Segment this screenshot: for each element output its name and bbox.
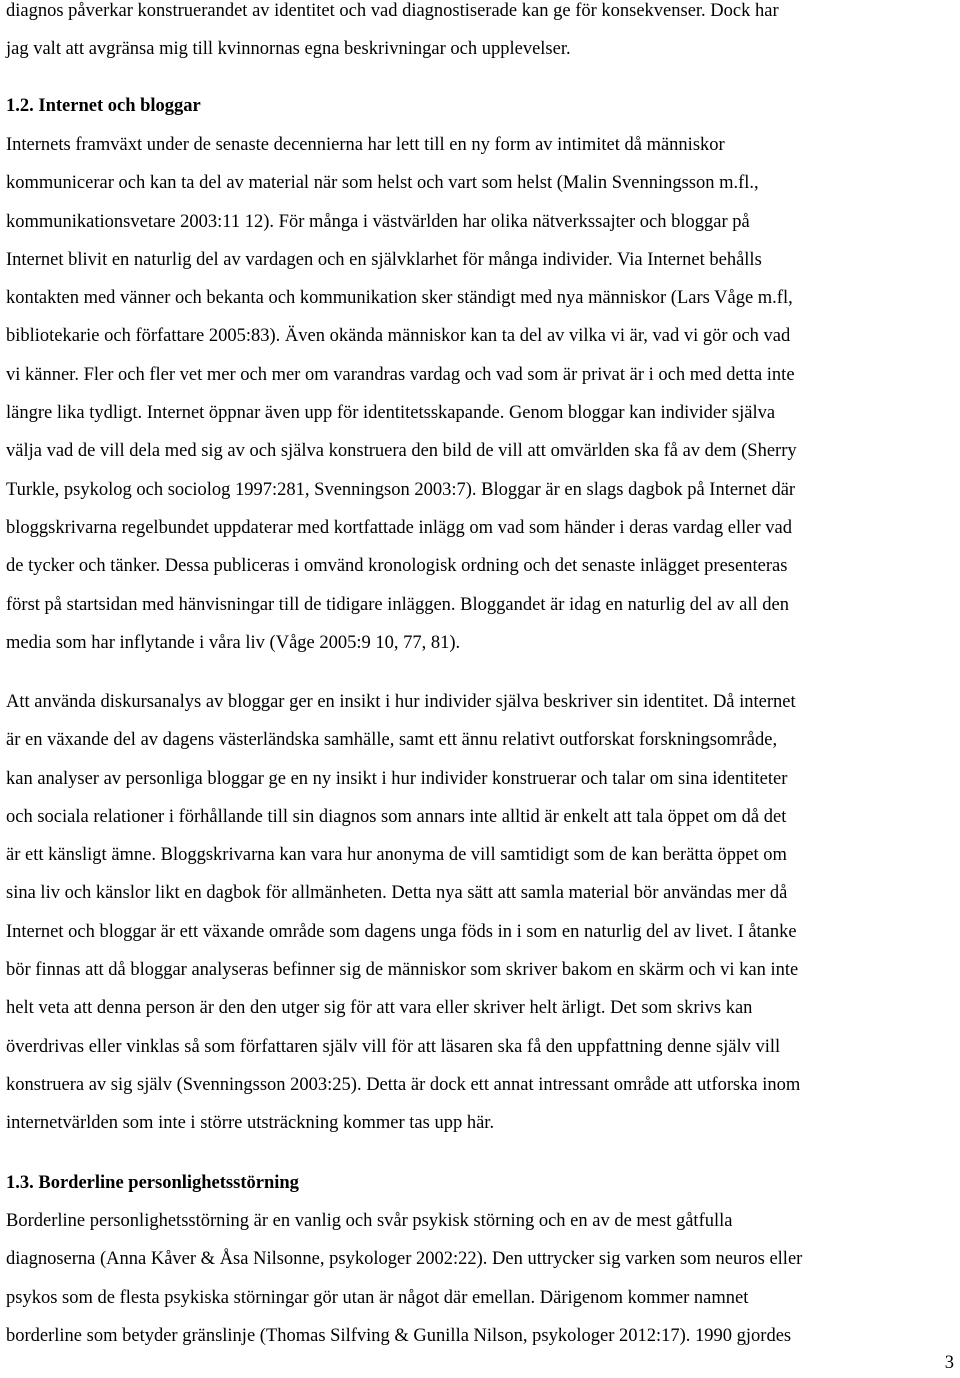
text-line: kan analyser av personliga bloggar ge en ny insikt i hur individer konstruerar och talar om sina identiteter	[6, 768, 788, 789]
continued-paragraph	[6, 0, 956, 69]
text-line: jag valt att avgränsa mig till kvinnornas egna beskrivningar och upplevelser.	[6, 39, 571, 60]
paragraph-borderline	[6, 1202, 956, 1355]
text-line: psykos som de flesta psykiska störningar gör utan är något där emellan. Därigenom kommer namnet	[6, 1287, 749, 1308]
text-line: sina liv och känslor likt en dagbok för allmänheten. Detta nya sätt att samla material bör användas mer då	[6, 883, 788, 904]
text-line: överdrivas eller vinklas så som författaren själv vill för att läsaren ska få den uppfattning denne själv vill	[6, 1036, 781, 1057]
text-line: är ett känsligt ämne. Bloggskrivarna kan vara hur anonyma de vill samtidigt som de kan berätta öppet om	[6, 845, 787, 866]
paragraph-internet-bloggar	[6, 126, 956, 662]
text-line: borderline som betyder gränslinje (Thomas Silfving & Gunilla Nilson, psykologer 2012:17). 1990 gjordes	[6, 1325, 792, 1346]
text-line: Att använda diskursanalys av bloggar ger en insikt i hur individer själva beskriver sin identitet. Då internet	[6, 692, 796, 712]
section-heading-1-2: 1.2. Internet och bloggar	[6, 96, 201, 116]
text-line: Borderline personlighetsstörning är en vanlig och svår psykisk störning och en av de mest gåtfulla	[6, 1211, 733, 1231]
text-line: bibliotekarie och författare 2005:83). Även okända människor kan ta del av vilka vi är, vad vi gör och vad	[6, 326, 791, 347]
text-line: internetvärlden som inte i större utsträckning kommer tas upp här.	[6, 1113, 495, 1134]
text-line: media som har inflytande i våra liv (Våge 2005:9 10, 77, 81).	[6, 632, 461, 653]
section-heading-1-3: 1.3. Borderline personlighetsstörning	[6, 1173, 299, 1193]
text-line: kommunicerar och kan ta del av material när som helst och vart som helst (Malin Svenningsson m.fl.,	[6, 173, 759, 194]
text-line: Internets framväxt under de senaste decennierna har lett till en ny form av intimitet då människor	[6, 135, 725, 155]
text-line: kontakten med vänner och bekanta och kommunikation sker ständigt med nya människor (Lars Våge m.fl,	[6, 288, 793, 309]
paragraph-diskursanalys	[6, 683, 956, 1143]
text-line: Internet och bloggar är ett växande område som dagens unga föds in i som en naturlig del av livet. I åtanke	[6, 921, 797, 942]
text-line: välja vad de vill dela med sig av och själva konstruera den bild de vill att omvärlden ska få av dem (Sherry	[6, 441, 797, 462]
text-line: diagnos påverkar konstruerandet av identitet och vad diagnostiserade kan ge för konsekvenser. Dock har	[6, 1, 779, 21]
text-line: diagnoserna (Anna Kåver & Åsa Nilsonne, psykologer 2002:22). Den uttrycker sig varken som neuros eller	[6, 1249, 803, 1270]
text-line: de tycker och tänker. Dessa publiceras i omvänd kronologisk ordning och det senaste inlägget presenteras	[6, 556, 788, 577]
text-line: är en växande del av dagens västerländska samhälle, samt ett ännu relativt outforskat forskningsområde,	[6, 730, 778, 751]
text-line: Turkle, psykolog och sociolog 1997:281, Svenningson 2003:7). Bloggar är en slags dagbok på Internet där	[6, 479, 796, 500]
text-line: Internet blivit en naturlig del av vardagen och en självklarhet för många individer. Via Internet behålls	[6, 249, 762, 270]
text-line: kommunikationsvetare 2003:11 12). För många i västvärlden har olika nätverkssajter och bloggar på	[6, 211, 750, 232]
text-line: konstruera av sig själv (Svenningsson 2003:25). Detta är dock ett annat intressant område att utforska inom	[6, 1074, 801, 1095]
text-line: vi känner. Fler och fler vet mer och mer om varandras vardag och vad som är privat är i och med detta inte	[6, 364, 795, 385]
text-line: helt veta att denna person är den den utger sig för att vara eller skriver helt ärligt. Det som skrivs kan	[6, 998, 753, 1019]
text-line: först på startsidan med hänvisningar till de tidigare inläggen. Bloggandet är idag en naturlig del av all den	[6, 594, 789, 615]
text-line: och sociala relationer i förhållande till sin diagnos som annars inte alltid är enkelt att tala öppet om då det	[6, 806, 787, 827]
text-line: bör finnas att då bloggar analyseras befinner sig de människor som skriver bakom en skärm och vi kan inte	[6, 960, 799, 981]
text-line: längre lika tydligt. Internet öppnar även upp för identitetsskapande. Genom bloggar kan individer själva	[6, 403, 776, 424]
page-number: 3	[944, 1353, 954, 1373]
text-line: bloggskrivarna regelbundet uppdaterar med kortfattade inlägg om vad som händer i deras vardag eller vad	[6, 517, 792, 538]
